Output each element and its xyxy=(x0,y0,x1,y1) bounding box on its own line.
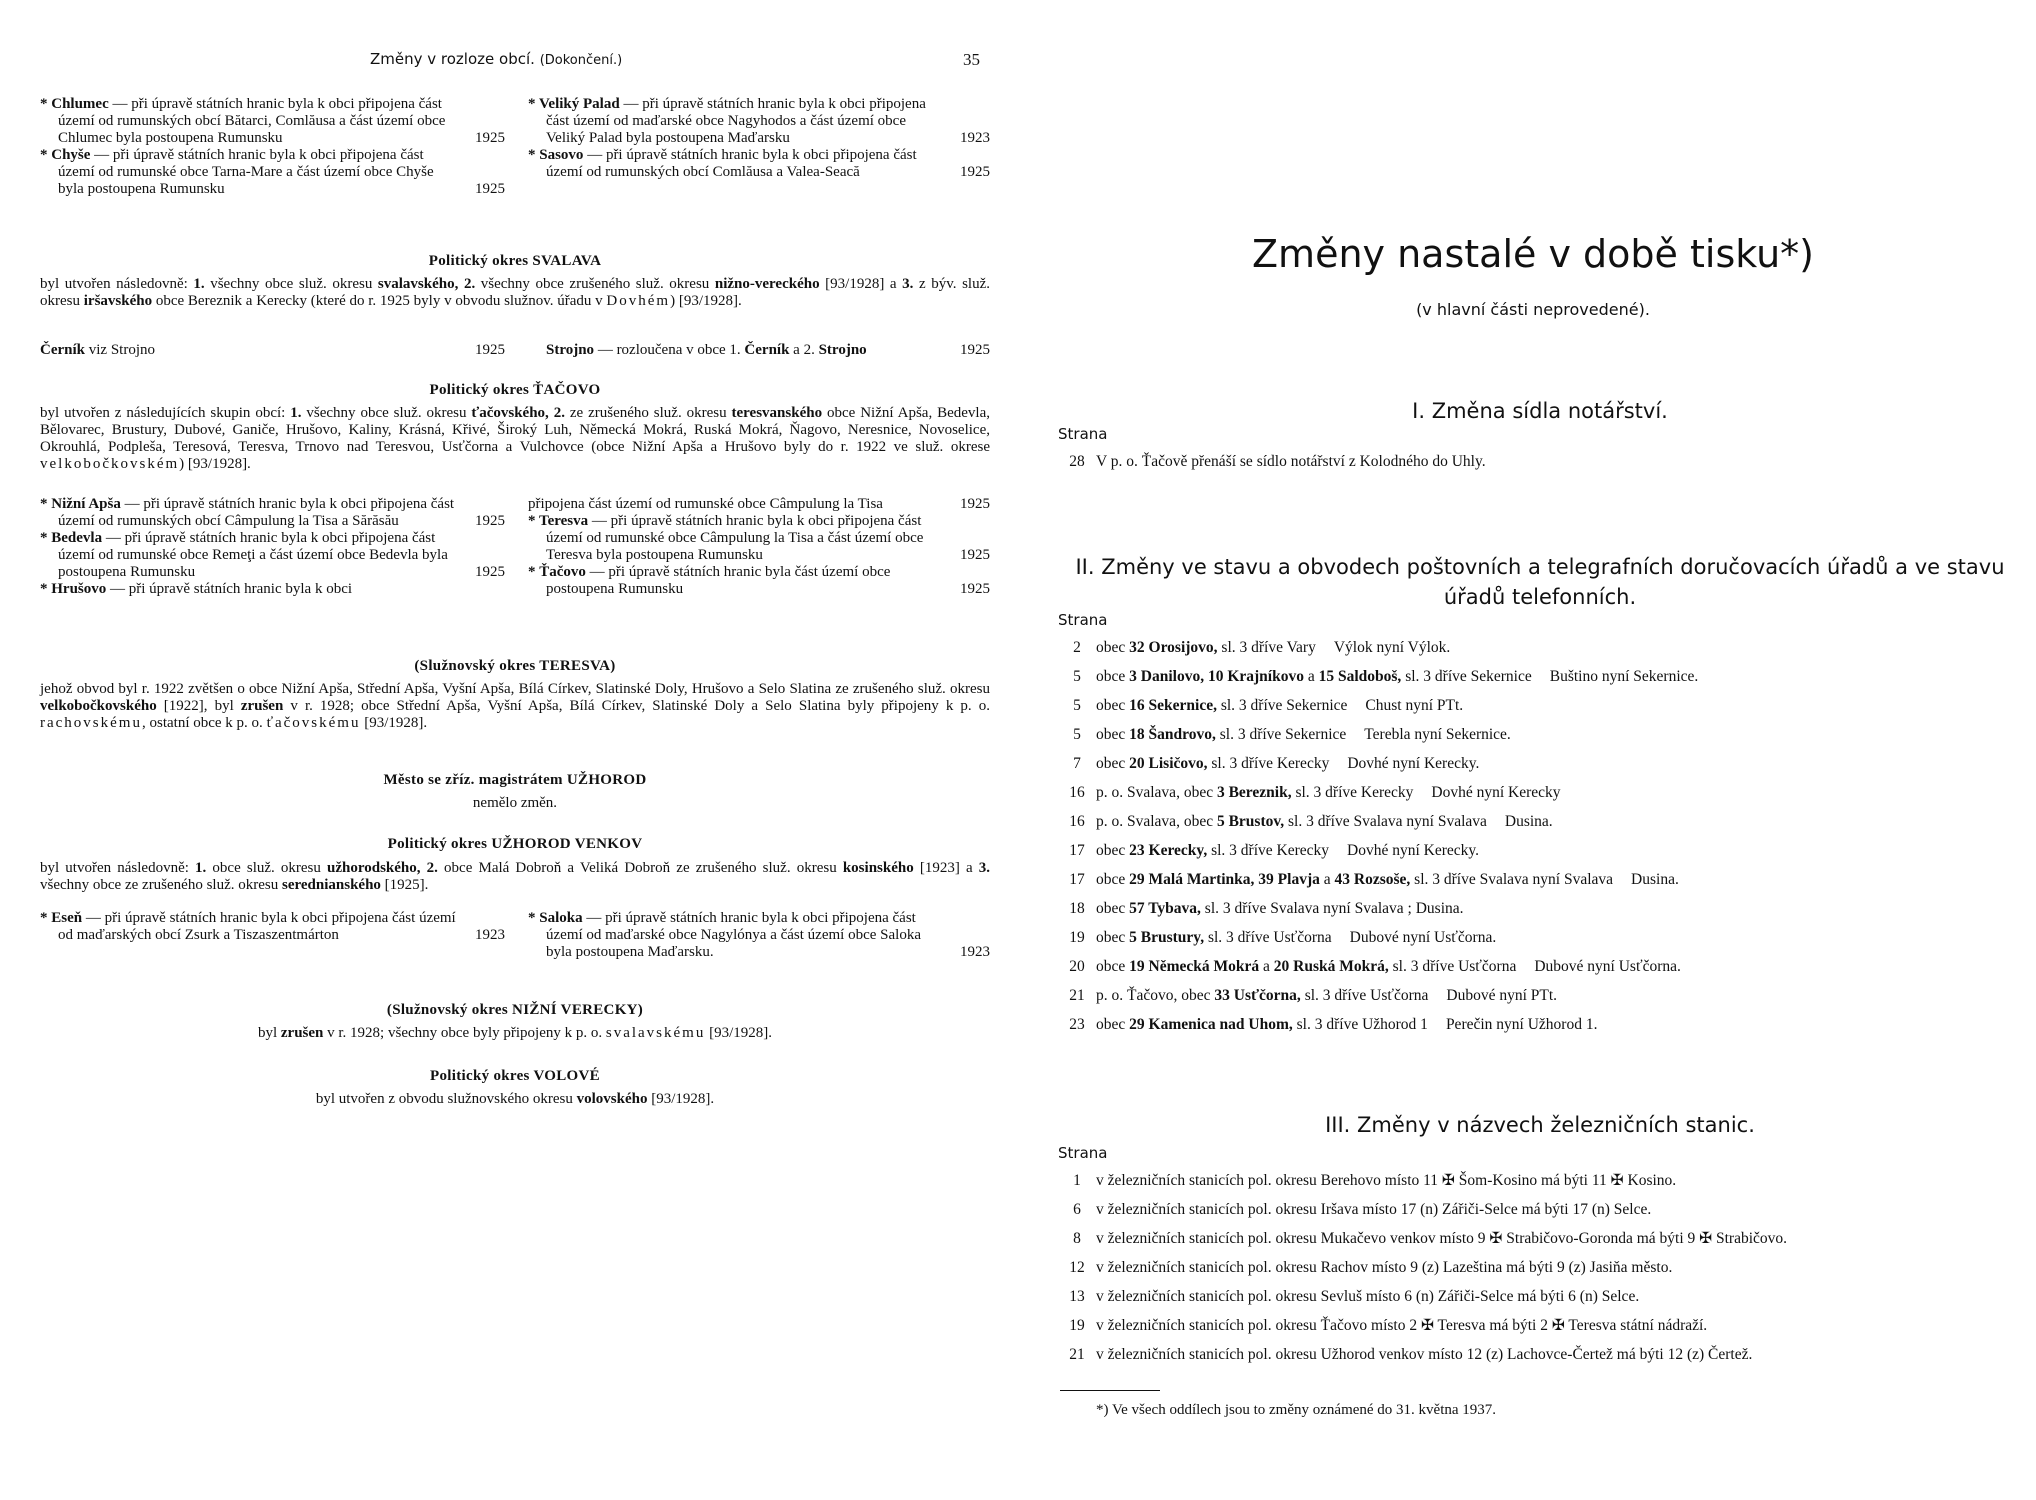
row-new-office: Dovhé nyní Kerecky. xyxy=(1347,842,1480,859)
teresva-paragraph xyxy=(40,681,990,732)
volove-section xyxy=(40,1068,990,1108)
text: [93/1928]. xyxy=(360,715,428,731)
row-places: 23 Kerecky, xyxy=(1129,842,1208,859)
section-heading: (Služnovský okres NIŽNÍ VERECKY) xyxy=(386,1002,644,1018)
section-heading: (Služnovský okres TERESVA) xyxy=(414,658,616,674)
table-row xyxy=(1058,778,2036,807)
row-old-office: sl. 3 dříve Svalava nyní Svalava xyxy=(1410,871,1614,888)
row-places: 5 Brustury, xyxy=(1129,929,1205,946)
text: jehož obvod byl r. 1922 zvětšen o obce Nižní Apša, Střední Apša, Vyšní Apša, Bílá Církev, Slatinské Doly, Hrušovo a Selo Slatina ze zrušeného služ. okresu xyxy=(40,681,990,697)
table-row xyxy=(1058,720,2036,749)
text: [1922], byl xyxy=(156,698,241,714)
row-page-number: 19 xyxy=(1069,929,1085,946)
text: obce Nižní Apša, Bedevla, Bělovarec, Brustury, Dubové, Ganiče, Hrušovo, Kalinу, Krásná, Křivé, Široký Luh, Německá Mokrá, Ruská Mokrá, Ňagovo, Neresnice, Novoselice, Okrouhlá, Podpleša, Teresová, Teresva, Trnovo nad Teresvou, Usťčorna a Vulchovce (obce Nižní Apša a Hrušovo byly do r. 1922 ve služ. okrese xyxy=(40,405,990,455)
text: z býv. služ. okresu xyxy=(40,276,990,309)
entry-name: * Nižní Apša xyxy=(40,496,121,512)
entry xyxy=(528,496,990,513)
row-prefix: p. o. Svalava, obec xyxy=(1096,813,1217,830)
entry-text: — při úpravě státních hranic byla k obci připojena část území od maďarské obce Nagylónya a část území obce Saloka byla postoupena Maďarsku. xyxy=(546,910,921,960)
row-old-office: sl. 3 dříve Sekernice xyxy=(1401,668,1532,685)
text: ) [93/1928]. xyxy=(670,293,742,309)
table-row xyxy=(1058,981,2036,1010)
text: [93/1928]. xyxy=(705,1025,773,1041)
page-title: Změny nastalé v době tisku*) xyxy=(1252,232,1814,276)
row-prefix: obec xyxy=(1096,697,1130,714)
text-bold: zrušen xyxy=(240,698,284,714)
text: ze zrušeného služ. okresu xyxy=(564,405,732,421)
row-page-number: 12 xyxy=(1069,1259,1085,1276)
entry xyxy=(40,147,505,198)
header-title: Změny v rozloze obcí. xyxy=(370,50,535,68)
table-row xyxy=(1058,1166,2036,1195)
svalava-heading xyxy=(40,253,990,276)
section-1-rows xyxy=(1058,447,2036,476)
row-text: v železničních stanicích pol. okresu Rachov místo 9 (z) Lazeština má býti 9 (z) Jasiňa město. xyxy=(1096,1259,1673,1276)
row-places: 5 Brustov, xyxy=(1216,813,1285,830)
row-prefix: obce xyxy=(1096,871,1130,888)
row-new-office: Buštino nyní Sekernice. xyxy=(1549,668,1699,685)
row-old-office: sl. 3 dříve Usťčorna xyxy=(1204,929,1332,946)
row-page-number: 19 xyxy=(1069,1317,1085,1334)
entry-name: * Chyše xyxy=(40,147,91,163)
row-conj: a xyxy=(1319,871,1335,888)
row-page-number: 17 xyxy=(1069,842,1085,859)
row-places: 3 Bereznik, xyxy=(1216,784,1292,801)
footnote: *) Ve všech oddílech jsou to změny oznámené do 31. května 1937. xyxy=(1096,1402,1497,1418)
section-text: nemělo změn. xyxy=(472,795,558,811)
table-row xyxy=(1058,1010,2036,1039)
text-bold: nižno-vereckého xyxy=(714,276,820,292)
row-conj: a xyxy=(1259,958,1274,975)
row-places: 3 Danilovo, 10 Krajníkovo xyxy=(1129,668,1304,685)
text-spaced: Dovhém xyxy=(606,293,671,309)
entry-year: 1925 xyxy=(475,342,505,358)
text-bold: 1. xyxy=(290,405,302,421)
row-places: 57 Tybava, xyxy=(1129,900,1201,917)
footnote-divider xyxy=(1060,1390,1160,1391)
entry-text: — při úpravě státních hranic byla k obci připojena část území od rumunských obcí Bătarci, Comlăusa a část území obce Chlumec byla postoupena Rumunsku xyxy=(58,96,446,146)
text: [93/1928]. xyxy=(647,1091,715,1107)
section-2-rows xyxy=(1058,633,2036,1039)
entry-text: — při úpravě státních hranic byla k obci připojena část území od rumunských obcí Comlăusa a Valea-Seacă xyxy=(546,147,917,180)
row-prefix: obec xyxy=(1096,900,1130,917)
row-places: 33 Usťčorna, xyxy=(1214,987,1301,1004)
entry-year: 1925 xyxy=(960,342,990,358)
row-places: 20 Ruská Mokrá, xyxy=(1273,958,1389,975)
row-new-office: Dubové nyní Usťčorna. xyxy=(1349,929,1497,946)
tacovo-heading xyxy=(40,382,990,405)
entry xyxy=(528,513,990,564)
row-new-office: Dovhé nyní Kerecky xyxy=(1431,784,1561,801)
section-heading: Město se zříz. magistrátem UŽHOROD xyxy=(383,772,647,788)
text: všechny obce služ. okresu xyxy=(204,276,378,292)
row-new-office: Výlok nyní Výlok. xyxy=(1333,639,1451,656)
row-old-office: sl. 3 dříve Usťčorna xyxy=(1300,987,1429,1004)
table-row xyxy=(1058,633,2036,662)
text-spaced: svalavskému xyxy=(605,1025,706,1041)
row-places: 16 Sekernice, xyxy=(1129,697,1217,714)
row-text: v železničních stanicích pol. okresu Iršava místo 17 (n) Zářiči-Selce má býti 17 (n) Selce. xyxy=(1096,1201,1652,1218)
entry-year: 1923 xyxy=(475,927,505,943)
table-row xyxy=(1058,894,2036,923)
text: v r. 1928; všechny obce byly připojeny k p. o. xyxy=(323,1025,606,1041)
text: byl utvořen následovně: xyxy=(40,860,196,876)
entry-text: — při úpravě státních hranic byla k obci připojena část území od rumunské obce Remeţi a část území obce Bedevla byla postoupena Rumunsku xyxy=(58,530,448,580)
row-old-office: sl. 3 dříve Svalava nyní Svalava ; Dusina. xyxy=(1200,900,1464,917)
row-page-number: 7 xyxy=(1073,755,1081,772)
entry xyxy=(528,96,990,147)
section-heading: Politický okres ŤAČOVO xyxy=(429,382,601,398)
text-spaced: rachovskému xyxy=(40,715,142,731)
top-right-column xyxy=(528,96,990,181)
row-prefix: obec xyxy=(1096,842,1130,859)
text: byl utvořen z obvodu služnovského okresu xyxy=(315,1091,577,1107)
text-bold: 1. xyxy=(193,276,205,292)
entry-year: 1925 xyxy=(475,564,505,580)
row-prefix: obce xyxy=(1096,958,1130,975)
row-page-number: 28 xyxy=(1069,453,1085,470)
text: byl utvořen z následujících skupin obcí: xyxy=(40,405,291,421)
text: byl utvořen následovně: xyxy=(40,276,194,292)
strana-label: Strana xyxy=(1058,425,1108,443)
table-row xyxy=(1058,836,2036,865)
entry xyxy=(40,496,505,530)
text: v r. 1928; obce Střední Apša, Vyšní Apša, Bílá Církev, Slatinské Doly a Selo Slatina byly připojeny k p. o. xyxy=(283,698,990,714)
row-text: v železničních stanicích pol. okresu Berehovo místo 11 ✠ Šom-Kosino má býti 11 ✠ Kosino. xyxy=(1096,1172,1677,1189)
row-new-office: Dovhé nyní Kerecky. xyxy=(1347,755,1480,772)
text-bold: volovského xyxy=(576,1091,648,1107)
entry-year: 1925 xyxy=(960,496,990,512)
text: všechny obce ze zrušeného služ. okresu xyxy=(40,877,282,893)
text-bold: ťačovského, 2. xyxy=(471,405,565,421)
table-row xyxy=(1058,1340,2036,1369)
text: obce Bereznik a Kerecky (které do r. 1925 byly v obvodu služnov. úřadu v xyxy=(152,293,607,309)
uzhorod-venkov-heading xyxy=(40,836,990,859)
row-new-office: Dubové nyní Usťčorna. xyxy=(1534,958,1681,975)
row-text: v železničních stanicích pol. okresu Mukačevo venkov místo 9 ✠ Strabičovo-Goronda má býti 9 ✠ Strabičovo. xyxy=(1096,1230,1788,1247)
entry xyxy=(40,530,505,581)
entry-year: 1925 xyxy=(475,181,505,197)
entry-name: Černík xyxy=(40,342,85,358)
row-old-office: sl. 3 dříve Kerecky xyxy=(1207,842,1330,859)
row-places: 18 Šandrovo, xyxy=(1129,726,1216,743)
row-page-number: 21 xyxy=(1069,987,1085,1004)
table-row xyxy=(1058,807,2036,836)
entry xyxy=(40,96,505,147)
row-new-office: Chust nyní PTt. xyxy=(1365,697,1464,714)
row-page-number: 1 xyxy=(1073,1172,1081,1189)
header-subtitle: (Dokončení.) xyxy=(539,53,623,68)
row-old-office: sl. 3 dříve Kerecky xyxy=(1291,784,1414,801)
row-old-office: sl. 3 dříve Usťčorna xyxy=(1388,958,1517,975)
text: všechny obce služ. okresu xyxy=(301,405,472,421)
text: obce Malá Dobroň a Veliká Dobroň ze zrušeného služ. okresu xyxy=(437,860,843,876)
row-page-number: 17 xyxy=(1069,871,1085,888)
row-page-number: 5 xyxy=(1073,726,1081,743)
row-prefix: obec xyxy=(1096,755,1130,772)
entry-year: 1925 xyxy=(960,547,990,563)
table-row xyxy=(1058,1224,2036,1253)
uzhorod-venkov-paragraph xyxy=(40,860,990,894)
entry-year: 1923 xyxy=(960,944,990,960)
entry-name: * Eseň xyxy=(40,910,83,926)
table-row xyxy=(1058,1282,2036,1311)
row-prefix: obec xyxy=(1096,639,1130,656)
tacovo-left-column xyxy=(40,496,505,598)
row-new-office: Perečin nyní Užhorod 1. xyxy=(1445,1016,1598,1033)
row-prefix: obce xyxy=(1096,668,1130,685)
text-bold: serednianského xyxy=(282,877,381,893)
row-text: v železničních stanicích pol. okresu Sevluš místo 6 (n) Zářiči-Selce má býti 6 (n) Selce. xyxy=(1096,1288,1640,1305)
teresva-heading xyxy=(40,658,990,681)
entry-name: Strojno xyxy=(818,342,867,358)
row-page-number: 18 xyxy=(1069,900,1085,917)
entry-name: Černík xyxy=(744,342,790,358)
uzhorod-mesto-section xyxy=(40,772,990,812)
row-places: 29 Malá Martinka, 39 Plavja xyxy=(1129,871,1320,888)
entry-name: Strojno xyxy=(546,342,595,358)
row-prefix: p. o. Ťačovo, obec xyxy=(1096,987,1215,1004)
top-left-column xyxy=(40,96,505,198)
table-row xyxy=(1058,1253,2036,1282)
text: všechny obce zrušeného služ. okresu xyxy=(475,276,715,292)
section-heading: Politický okres VOLOVÉ xyxy=(430,1068,600,1084)
entry-name: * Hrušovo xyxy=(40,581,107,597)
text-bold: 1. xyxy=(195,860,207,876)
text-bold: užhorodského, 2. xyxy=(327,860,438,876)
table-row xyxy=(1058,865,2036,894)
page-subtitle: (v hlavní části neprovedené). xyxy=(1416,300,1650,319)
entry-name: * Sasovo xyxy=(528,147,584,163)
entry-text: — při úpravě státních hranic byla k obci připojena část území od maďarských obcí Zsurk a Tiszaszentmárton xyxy=(58,910,456,943)
entry-name: * Ťačovo xyxy=(528,564,586,580)
entry-name: * Chlumec xyxy=(40,96,109,112)
row-text: v železničních stanicích pol. okresu Ťačovo místo 2 ✠ Teresva má býti 2 ✠ Teresva státní nádraží. xyxy=(1096,1317,1708,1334)
row-page-number: 8 xyxy=(1073,1230,1081,1247)
row-conj: a xyxy=(1303,668,1319,685)
row-page-number: 13 xyxy=(1069,1288,1085,1305)
row-places: 29 Kamenica nad Uhom, xyxy=(1129,1016,1293,1033)
text-bold: teresvanského xyxy=(731,405,823,421)
entry-text: — při úpravě státních hranic byla k obci xyxy=(106,581,353,597)
row-old-office: sl. 3 dříve Sekernice xyxy=(1215,726,1347,743)
row-prefix: obec xyxy=(1096,1016,1130,1033)
table-row xyxy=(1058,1195,2036,1224)
row-old-office: sl. 3 dříve Užhorod 1 xyxy=(1292,1016,1428,1033)
entry-name: * Veliký Palad xyxy=(528,96,620,112)
uzhorod-left-item xyxy=(40,910,505,944)
section-text xyxy=(40,1025,990,1042)
entry xyxy=(528,147,990,181)
section-heading: Politický okres SVALAVA xyxy=(428,253,602,269)
entry xyxy=(40,581,505,598)
row-old-office: sl. 3 dříve Kerecky xyxy=(1207,755,1330,772)
page-header xyxy=(370,50,980,68)
table-row xyxy=(1058,952,2036,981)
text-spaced: velkobočkovském xyxy=(40,456,180,472)
tacovo-paragraph xyxy=(40,405,990,473)
row-text: v železničních stanicích pol. okresu Užhorod venkov místo 12 (z) Lachovce-Čertež má býti 12 (z) Čertež. xyxy=(1096,1346,1753,1363)
row-prefix: obec xyxy=(1096,726,1130,743)
text: [1923] a xyxy=(913,860,979,876)
row-page-number: 6 xyxy=(1073,1201,1081,1218)
text: [93/1928] a xyxy=(819,276,903,292)
entry xyxy=(528,564,990,598)
strana-label: Strana xyxy=(1058,1144,1108,1162)
section-heading: Politický okres UŽHOROD VENKOV xyxy=(387,836,643,852)
entry-text: viz Strojno xyxy=(85,342,155,358)
entry-year: 1923 xyxy=(960,130,990,146)
svalava-left-item xyxy=(40,342,505,359)
row-new-office: Terebla nyní Sekernice. xyxy=(1364,726,1511,743)
table-row xyxy=(1058,691,2036,720)
entry-text: — při úpravě státních hranic byla k obci připojena část území od rumunské obce Tarna-Mare a část území obce Chyše byla postoupena Rumunsku xyxy=(58,147,434,197)
text: obce služ. okresu xyxy=(206,860,328,876)
entry-text: — při úpravě státních hranic byla část území obce postoupena Rumunsku xyxy=(546,564,891,597)
row-new-office: Dusina. xyxy=(1504,813,1553,830)
page-number: 35 xyxy=(963,50,980,69)
uzhorod-right-item xyxy=(528,910,990,961)
strana-label: Strana xyxy=(1058,611,1108,629)
entry-year: 1925 xyxy=(475,130,505,146)
entry-year: 1925 xyxy=(475,513,505,529)
row-old-office: sl. 3 dříve Sekernice xyxy=(1216,697,1348,714)
row-page-number: 21 xyxy=(1069,1346,1085,1363)
entry-year: 1925 xyxy=(960,581,990,597)
section-3-heading: III. Změny v názvech železničních stanic. xyxy=(1325,1113,1755,1137)
entry-name: * Saloka xyxy=(528,910,583,926)
section-3-rows xyxy=(1058,1166,2036,1369)
row-text: V p. o. Ťačově přenáší se sídlo notářství z Kolodného do Uhly. xyxy=(1096,453,1486,470)
text-bold: 3. xyxy=(978,860,991,876)
row-page-number: 5 xyxy=(1073,668,1081,685)
section-1-heading: I. Změna sídla notářství. xyxy=(1412,399,1668,423)
entry-text: a 2. xyxy=(789,342,819,358)
text: ) [93/1928]. xyxy=(179,456,251,472)
text-spaced: ťačovskému xyxy=(266,715,361,731)
entry-name: * Teresva xyxy=(528,513,589,529)
entry-text: — při úpravě státních hranic byla k obci připojena část území od rumunské obce Câmpulung la Tisa a část území obce Teresva byla postoupena Rumunsku xyxy=(546,513,924,563)
text-bold: velkobočkovského xyxy=(40,698,157,714)
entry-text: připojena část území od rumunské obce Câmpulung la Tisa xyxy=(528,496,883,512)
text-bold: kosinského xyxy=(842,860,914,876)
table-row xyxy=(1058,749,2036,778)
row-old-office: sl. 3 dříve Vary xyxy=(1217,639,1316,656)
table-row xyxy=(1058,662,2036,691)
tacovo-right-column xyxy=(528,496,990,598)
row-new-office: Dubové nyní PTt. xyxy=(1446,987,1558,1004)
text-bold: svalavského, 2. xyxy=(377,276,476,292)
row-places: 19 Německá Mokrá xyxy=(1129,958,1260,975)
svalava-paragraph xyxy=(40,276,990,310)
row-page-number: 23 xyxy=(1069,1016,1085,1033)
entry-text: — při úpravě státních hranic byla k obci připojena část území od maďarské obce Nagyhodos a část území obce Veliký Palad byla postoupena Maďarsku xyxy=(546,96,926,146)
row-places: 43 Rozsoše, xyxy=(1334,871,1411,888)
entry-text: — při úpravě státních hranic byla k obci připojena část území od rumunských obcí Câmpulung la Tisa a Sărăsău xyxy=(58,496,455,529)
row-prefix: obec xyxy=(1096,929,1130,946)
row-places: 15 Saldoboš, xyxy=(1318,668,1402,685)
text: byl xyxy=(257,1025,281,1041)
row-old-office: sl. 3 dříve Svalava nyní Svalava xyxy=(1284,813,1487,830)
text-bold: zrušen xyxy=(280,1025,324,1041)
row-prefix: p. o. Svalava, obec xyxy=(1096,784,1217,801)
text: , ostatní obce k p. o. xyxy=(141,715,267,731)
row-page-number: 16 xyxy=(1069,813,1085,830)
row-page-number: 20 xyxy=(1069,958,1085,975)
nizni-verecky-section xyxy=(40,1002,990,1042)
entry-name: * Bedevla xyxy=(40,530,103,546)
table-row xyxy=(1058,923,2036,952)
row-page-number: 16 xyxy=(1069,784,1085,801)
svalava-right-item xyxy=(546,342,990,359)
right-page xyxy=(1030,0,2036,1500)
row-places: 32 Orosijovo, xyxy=(1129,639,1218,656)
row-page-number: 2 xyxy=(1073,639,1081,656)
row-new-office: Dusina. xyxy=(1631,871,1679,888)
text-bold: 3. xyxy=(902,276,914,292)
row-page-number: 5 xyxy=(1073,697,1081,714)
section-2-heading: II. Změny ve stavu a obvodech poštovních a telegrafních doručovacích úřadů a ve stavu úřadů telefonních. xyxy=(1075,555,2005,609)
entry-text: — rozloučena v obce 1. xyxy=(594,342,745,358)
row-places: 20 Lisičovo, xyxy=(1129,755,1208,772)
text-bold: iršavského xyxy=(83,293,153,309)
entry-year: 1925 xyxy=(960,164,990,180)
text: [1925]. xyxy=(380,877,429,893)
table-row xyxy=(1058,1311,2036,1340)
table-row xyxy=(1058,447,2036,476)
section-text xyxy=(40,1091,990,1108)
